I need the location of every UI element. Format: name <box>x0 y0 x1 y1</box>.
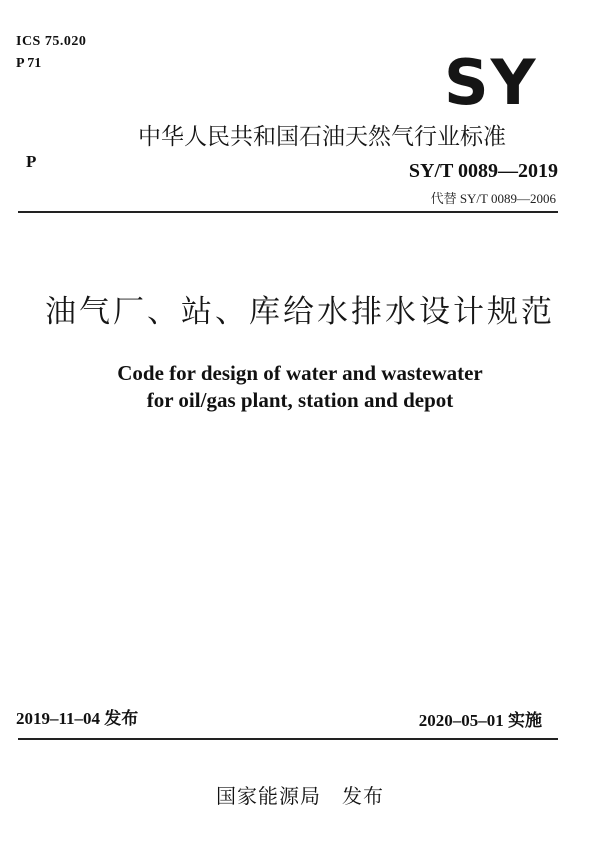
sy-logo: SY <box>444 46 538 119</box>
bottom-divider <box>18 738 558 740</box>
title-english-line-2: for oil/gas plant, station and depot <box>146 388 454 412</box>
top-divider <box>18 211 558 213</box>
industry-standard-heading: 中华人民共和国石油天然气行业标准 <box>138 124 506 150</box>
title-english-line-1: Code for design of water and wastewater <box>117 361 483 385</box>
title-english <box>0 360 600 414</box>
implementation-date: 2020–05–01 实施 <box>418 711 542 730</box>
standard-class-mark: P <box>26 152 37 171</box>
issue-date: 2019–11–04 发布 <box>16 709 139 728</box>
title-chinese: 油气厂、站、库给水排水设计规范 <box>45 294 555 330</box>
ics-code: ICS 75.020 <box>16 34 87 49</box>
standard-number: SY/T 0089—2019 <box>408 160 558 182</box>
publisher: 国家能源局 发布 <box>216 784 384 808</box>
category-code: P 71 <box>16 56 42 71</box>
replaces-standard: 代替 SY/T 0089—2006 <box>430 191 556 206</box>
